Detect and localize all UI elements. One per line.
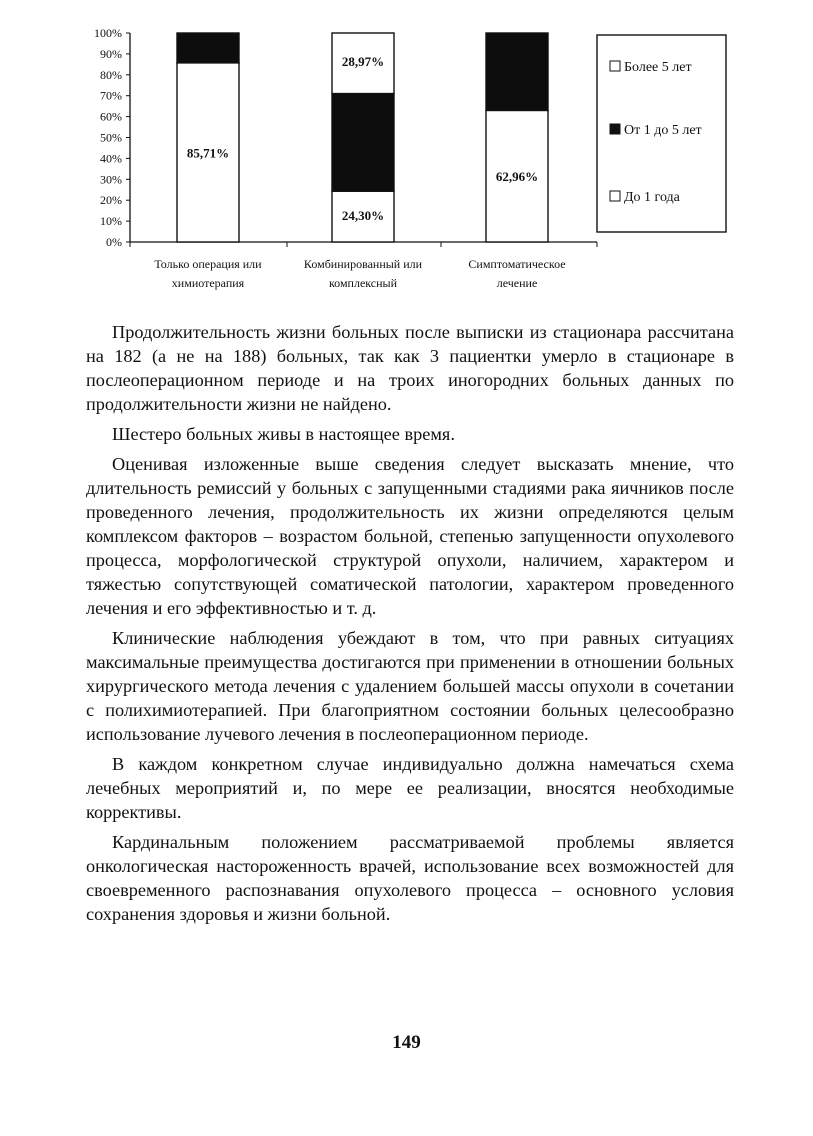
paragraph: Оценивая изложенные выше сведения следует высказать мнение, что длительность ремиссий у больных с запущенными стадиями рака яичников после проведенного лечения, продолжительность их жизни определяются целым комплексом факторов – возрастом больной, степенью запущенности опухолевого процесса, морфологической структурой опухоли, наличием, характером и тяжестью сопутствующей соматической патологии, характером проведенного лечения и его эффективностью и т. д.	[86, 454, 734, 618]
y-tick-label: 0%	[106, 235, 122, 249]
legend-swatch	[610, 124, 620, 134]
y-tick-label: 60%	[100, 109, 122, 124]
x-category-label: лечение	[496, 276, 538, 290]
paragraph: Клинические наблюдения убеждают в том, что при равных ситуациях максимальные преимущества достигаются при применении в отношении больных хирургического метода лечения с удалением большей массы опухоли в сочетании с полихимиотерапией. При благоприятном состоянии больных целесообразно использование лучевого лечения в послеоперационном периоде.	[86, 628, 734, 744]
chart-legend	[597, 35, 726, 232]
paragraph: Кардинальным положением рассматриваемой проблемы является онкологическая настороженность врачей, использование всех возможностей для своевременного распознавания опухолевого процесса – основного условия сохранения здоровья и жизни больной.	[86, 832, 734, 924]
legend-swatch	[610, 191, 620, 201]
y-tick-label: 70%	[100, 88, 122, 103]
y-tick-label: 20%	[100, 193, 122, 208]
x-category-label: Симптоматическое	[468, 257, 566, 271]
y-tick-label: 30%	[100, 172, 122, 187]
body-text	[86, 320, 734, 932]
x-category-label: Комбинированный или	[303, 257, 423, 271]
y-tick-label: 100%	[94, 26, 122, 40]
bar-segment	[486, 33, 548, 110]
paragraph: Продолжительность жизни больных после выписки из стационара рассчитана на 182 (а не на 188) больных, так как 3 пациентки умерло в стационаре в послеоперационном периоде и на троих иногородних больных данных по продолжительности жизни не найдено.	[86, 322, 734, 414]
data-label: 62,96%	[495, 169, 539, 185]
y-tick-label: 10%	[100, 214, 122, 229]
legend-label: До 1 года	[624, 190, 680, 205]
x-category-label: Только операция или	[154, 257, 262, 271]
page-number: 149	[392, 1032, 421, 1053]
legend-label: От 1 до 5 лет	[624, 123, 702, 138]
y-tick-label: 90%	[100, 46, 122, 61]
x-category-label: химиотерапия	[171, 276, 245, 290]
bar-segment	[177, 33, 239, 63]
bar-segment	[332, 94, 394, 192]
x-category-label: комплексный	[328, 276, 398, 290]
legend-swatch	[610, 61, 620, 71]
data-label: 28,97%	[341, 54, 385, 69]
y-tick-label: 80%	[100, 67, 122, 82]
data-label: 85,71%	[186, 145, 230, 161]
stacked-bar-chart	[0, 0, 813, 300]
paragraph: Шестеро больных живы в настоящее время.	[112, 424, 455, 444]
paragraph: В каждом конкретном случае индивидуально должна намечаться схема лечебных мероприятий и, по мере ее реализации, вносятся необходимые коррективы.	[86, 754, 734, 822]
y-tick-label: 40%	[100, 151, 122, 166]
legend-label: Более 5 лет	[624, 60, 692, 75]
y-tick-label: 50%	[100, 130, 122, 145]
data-label: 24,30%	[341, 208, 385, 223]
